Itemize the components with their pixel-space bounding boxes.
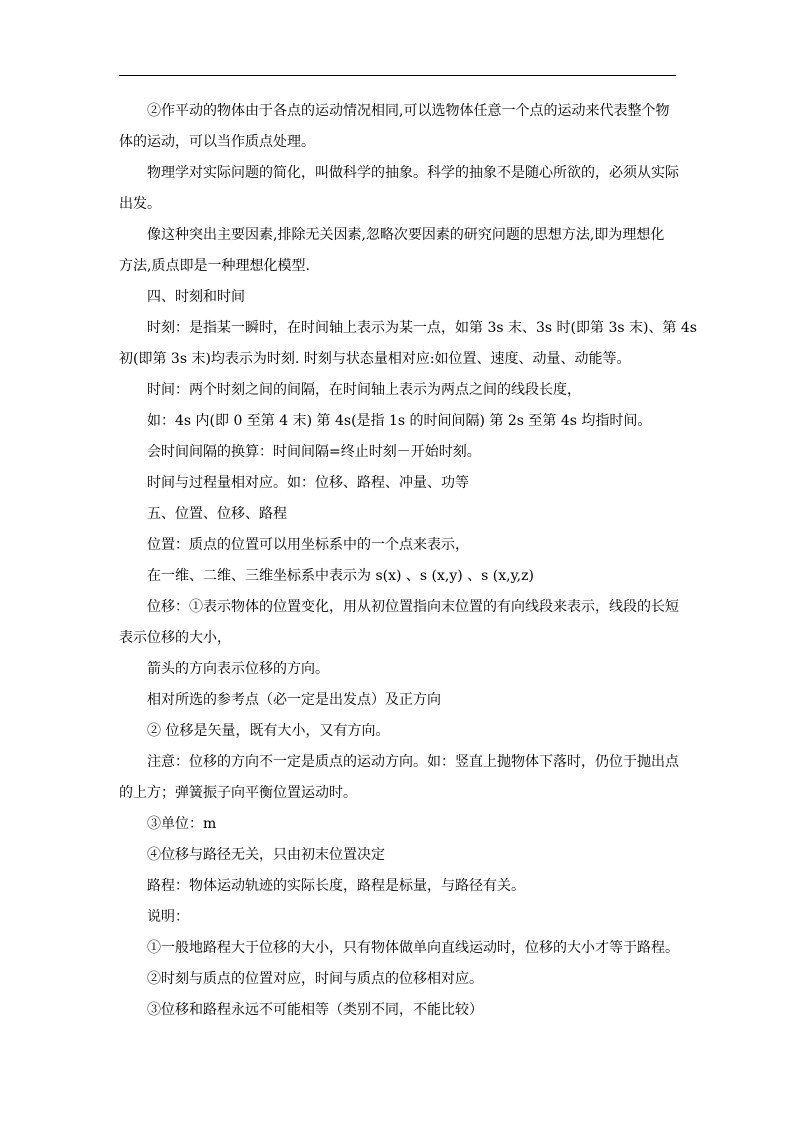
- paragraph-line: 如：4s 内(即 0 至第 4 末) 第 4s(是指 1s 的时间间隔) 第 2s 至第 4s 均指时间。: [147, 413, 652, 429]
- document-body: [119, 96, 697, 1026]
- paragraph-continuation-line: 方法,质点即是一种理想化模型.: [119, 258, 310, 274]
- paragraph-line: 时间：两个时刻之间的间隔，在时间轴上表示为两点之间的线段长度，: [147, 382, 581, 398]
- paragraph-line: ② 位移是矢量，既有大小，又有方向。: [147, 723, 390, 739]
- paragraph-line: 会时间间隔的换算：时间间隔=终止时刻－开始时刻。: [147, 444, 481, 460]
- paragraph-line: 五、位置、位移、路程: [147, 506, 287, 522]
- paragraph-line: ②作平动的物体由于各点的运动情况相同,可以选物体任意一个点的运动来代表整个物: [147, 103, 670, 119]
- paragraph-line: 注意：位移的方向不一定是质点的运动方向。如：竖直上抛物体下落时，仍位于抛出点: [147, 754, 679, 770]
- paragraph-continuation-line: 初(即第 3s 末)均表示为时刻. 时刻与状态量相对应:如位置、速度、动量、动能等。: [119, 351, 631, 367]
- paragraph-line: ④位移与路径无关，只由初末位置决定: [147, 847, 385, 863]
- paragraph-continuation-line: 出发。: [119, 196, 161, 212]
- paragraph-line: 物理学对实际问题的简化，叫做科学的抽象。科学的抽象不是随心所欲的，必须从实际: [147, 165, 679, 181]
- paragraph-line: 时刻：是指某一瞬时，在时间轴上表示为某一点，如第 3s 末、3s 时(即第 3s 末)、第 4s: [147, 320, 697, 336]
- paragraph-continuation-line: 的上方；弹簧振子向平衡位置运动时。: [119, 785, 357, 801]
- paragraph-line: ①一般地路程大于位移的大小，只有物体做单向直线运动时，位移的大小才等于路程。: [147, 940, 679, 956]
- paragraph-continuation-line: 体的运动，可以当作质点处理。: [119, 134, 315, 150]
- paragraph-continuation-line: 表示位移的大小，: [119, 630, 231, 646]
- paragraph-line: 位移：①表示物体的位置变化，用从初位置指向末位置的有向线段来表示，线段的长短: [147, 599, 679, 615]
- paragraph-line: ③位移和路程永远不可能相等（类别不同，不能比较）: [147, 1002, 483, 1018]
- paragraph-line: 像这种突出主要因素,排除无关因素,忽略次要因素的研究问题的思想方法,即为理想化: [147, 227, 665, 243]
- paragraph-line: 时间与过程量相对应。如：位移、路程、冲量、功等: [147, 475, 469, 491]
- header-rule: [119, 75, 676, 76]
- paragraph-line: ②时刻与质点的位置对应，时间与质点的位移相对应。: [147, 971, 483, 987]
- paragraph-line: 说明：: [147, 909, 189, 925]
- paragraph-line: 路程：物体运动轨迹的实际长度，路程是标量，与路径有关。: [147, 878, 525, 894]
- paragraph-line: ③单位：m: [147, 816, 217, 832]
- paragraph-line: 位置：质点的位置可以用坐标系中的一个点来表示，: [147, 537, 469, 553]
- paragraph-line: 在一维、二维、三维坐标系中表示为 s(x) 、s (x,y) 、s (x,y,z): [147, 568, 534, 584]
- paragraph-line: 箭头的方向表示位移的方向。: [147, 661, 329, 677]
- paragraph-line: 相对所选的参考点（必一定是出发点）及正方向: [147, 692, 441, 708]
- paragraph-line: 四、时刻和时间: [147, 289, 245, 305]
